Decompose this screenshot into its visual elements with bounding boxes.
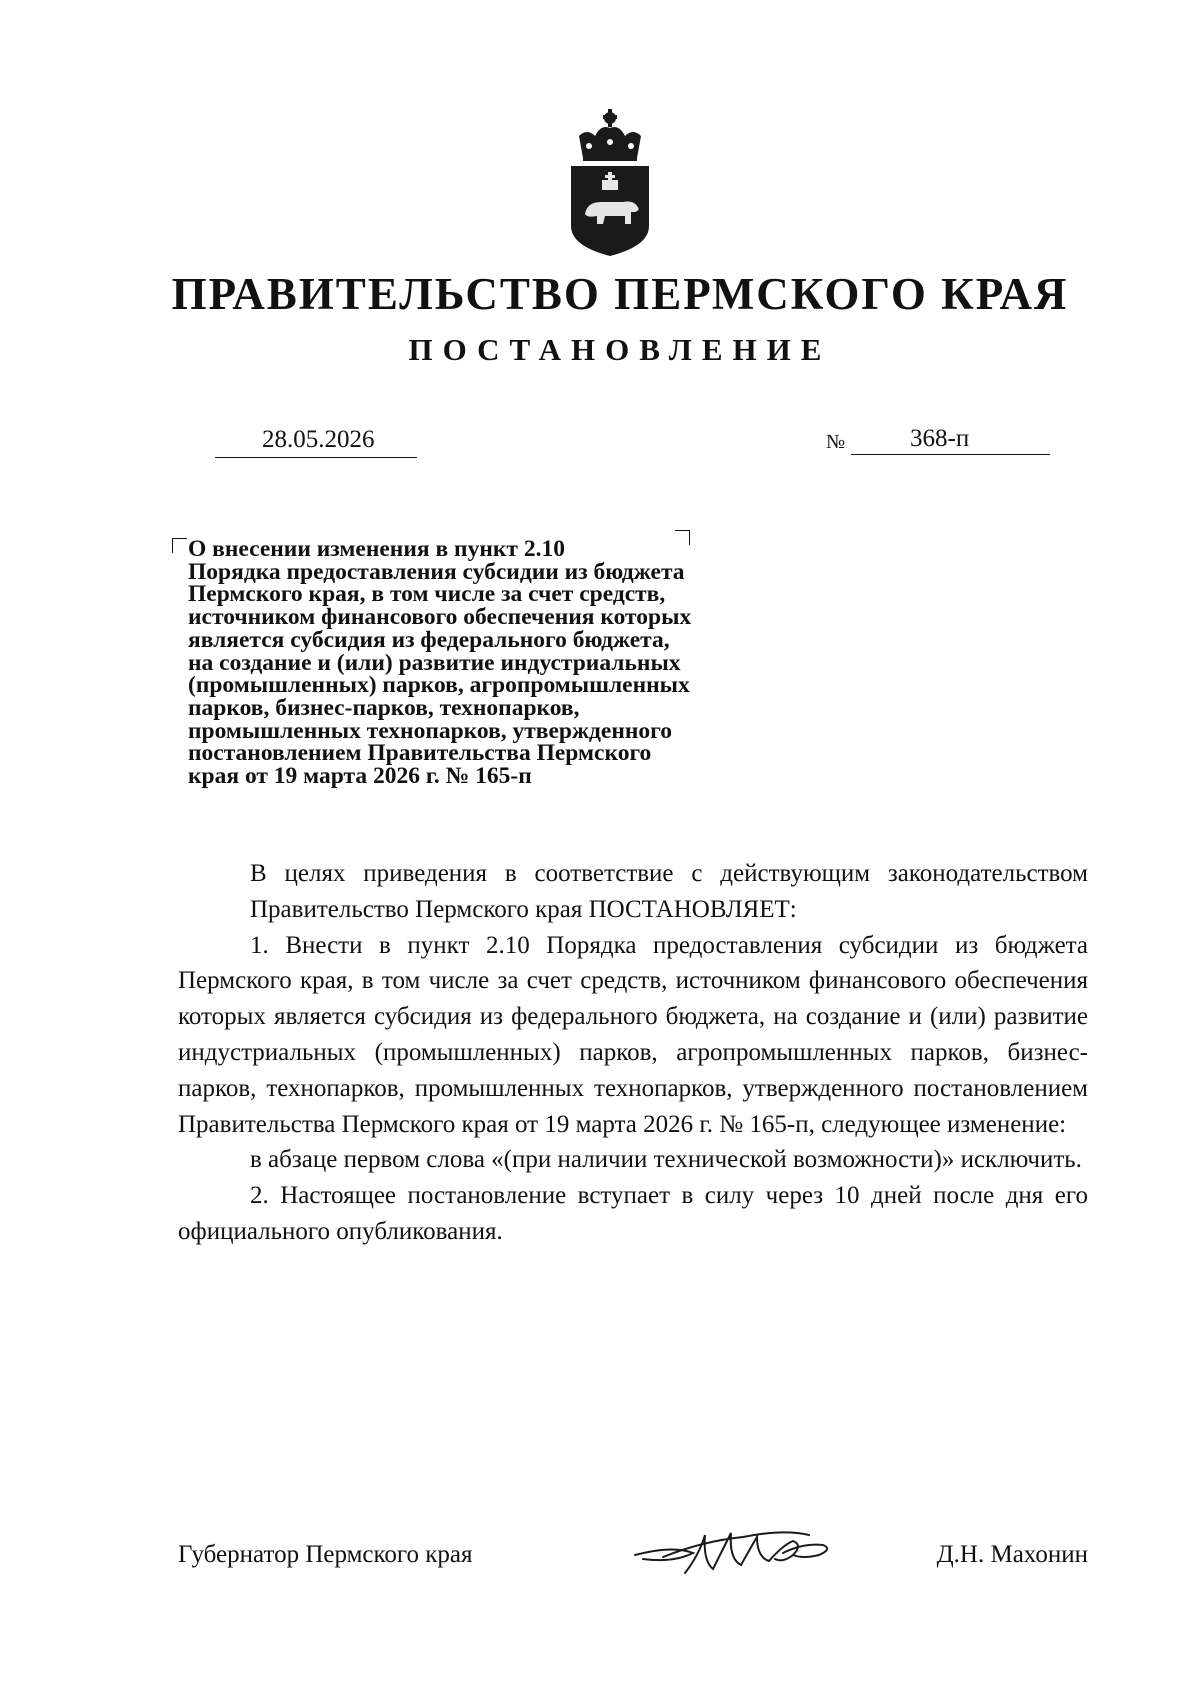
subject-line: Пермского края, в том числе за счет средств,	[188, 581, 666, 608]
item-2-paragraph: 2. Настоящее постановление вступает в силу через 10 дней после дня его официального опубликования.	[178, 1182, 1088, 1245]
subject-bracket-left	[172, 538, 187, 553]
signatory-position: Губернатор Пермского края	[178, 1541, 473, 1568]
date-underline	[215, 457, 417, 458]
perm-krai-coat-of-arms-icon	[565, 106, 655, 256]
subject-line: на создание и (или) развитие индустриальных	[188, 649, 681, 676]
subject-line: источником финансового обеспечения которых	[188, 604, 692, 631]
organization-title: ПРАВИТЕЛЬСТВО ПЕРМСКОГО КРАЯ	[171, 269, 1069, 319]
subject-line: (промышленных) парков, агропромышленных	[188, 672, 690, 699]
subject-line: постановлением Правительства Пермского	[188, 740, 652, 767]
document-date: 28.05.2026	[262, 426, 375, 453]
signatory-name: Д.Н. Махонин	[936, 1541, 1088, 1568]
subject-line: парков, бизнес-парков, технопарков,	[188, 694, 580, 721]
subject-line: О внесении изменения в пункт 2.10	[188, 536, 565, 562]
subject-line: Порядка предоставления субсидии из бюджета	[188, 558, 685, 585]
document-body	[178, 856, 1088, 1250]
subject-line: края от 19 марта 2026 г. № 165-п	[188, 763, 532, 790]
item-1-paragraph: 1. Внести в пункт 2.10 Порядка предоставления субсидии из бюджета Пермского края, в том числе за счет средств, источником финансового обеспечения которых является субсидия из федерального бюджета, на создание и (или) развитие индустриальных (промышленных) парков, агропромышленных парков, бизнес-парков, технопарков, промышленных технопарков, утвержденного постановлением Правительства Пермского края от 19 марта 2026 г. № 165-п, следующее изменение:	[178, 931, 1088, 1138]
resolution-paragraph: Правительство Пермского края ПОСТАНОВЛЯЕТ:	[250, 895, 797, 923]
handwritten-signature-icon	[633, 1515, 838, 1585]
signature-block	[178, 1535, 1088, 1585]
document-number: 368-п	[910, 425, 970, 452]
preamble-paragraph: В целях приведения в соответствие с действующим законодательством	[250, 860, 1088, 887]
document-subject	[188, 538, 828, 788]
number-sign: №	[826, 431, 846, 453]
subject-line: промышленных технопарков, утвержденного	[188, 717, 673, 744]
subject-line: является субсидия из федерального бюджета,	[188, 626, 670, 653]
number-underline	[851, 454, 1050, 455]
document-type: ПОСТАНОВЛЕНИЕ	[408, 332, 832, 367]
change-paragraph: в абзаце первом слова «(при наличии технической возможности)» исключить.	[250, 1146, 1082, 1174]
